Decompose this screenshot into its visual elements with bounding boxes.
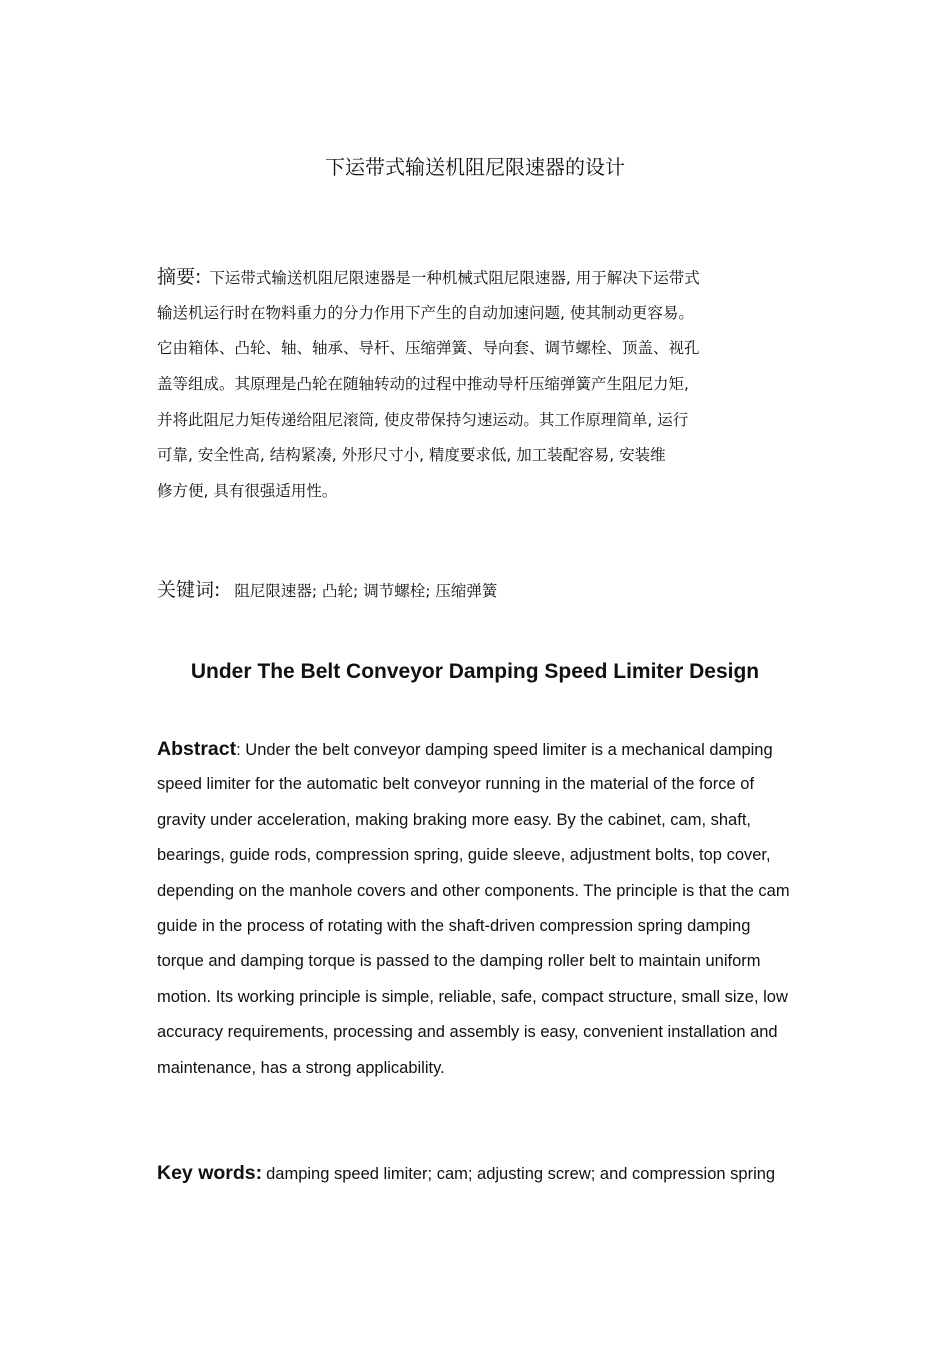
english-abstract-line: guide in the process of rotating with the shaft-driven compression spring damping	[157, 916, 751, 935]
chinese-keywords-text: 阻尼限速器; 凸轮; 调节螺栓; 压缩弹簧	[234, 582, 498, 600]
english-abstract-line: depending on the manhole covers and other components. The principle is that the cam	[157, 881, 790, 900]
english-abstract-line: gravity under acceleration, making braking more easy. By the cabinet, cam, shaft,	[157, 810, 751, 829]
english-title: Under The Belt Conveyor Damping Speed Limiter Design	[190, 660, 760, 683]
chinese-abstract-line: 盖等组成。其原理是凸轮在随轴转动的过程中推动导杆压缩弹簧产生阻尼力矩,	[157, 375, 689, 394]
english-abstract-line: accuracy requirements, processing and assembly is easy, convenient installation and	[157, 1023, 778, 1042]
chinese-abstract-line: 可靠, 安全性高, 结构紧凑, 外形尺寸小, 精度要求低, 加工装配容易, 安装维	[157, 446, 666, 465]
english-abstract-label: Abstract	[157, 738, 237, 760]
chinese-abstract-label: 摘要:	[157, 266, 202, 288]
english-keywords	[157, 1157, 877, 1191]
chinese-abstract-line: 输送机运行时在物料重力的分力作用下产生的自动加速问题, 使其制动更容易。	[157, 303, 694, 322]
chinese-abstract	[157, 260, 807, 510]
chinese-keywords-label: 关键词:	[157, 579, 221, 601]
english-abstract-line: motion. Its working principle is simple, reliable, safe, compact structure, small size, low	[157, 987, 788, 1006]
chinese-abstract-line	[157, 260, 807, 296]
english-abstract-colon: :	[236, 741, 241, 759]
english-keywords-label: Key words:	[157, 1162, 263, 1184]
english-abstract-line	[157, 732, 857, 767]
english-abstract-line: speed limiter for the automatic belt conveyor running in the material of the force of	[157, 775, 755, 794]
english-abstract-line: torque and damping torque is passed to the damping roller belt to maintain uniform	[157, 952, 761, 971]
chinese-keywords	[157, 573, 807, 608]
chinese-title: 下运带式输送机阻尼限速器的设计	[325, 155, 625, 179]
chinese-abstract-line: 并将此阻尼力矩传递给阻尼滚筒, 使皮带保持匀速运动。其工作原理简单, 运行	[157, 410, 689, 429]
english-abstract-line: maintenance, has a strong applicability.	[157, 1058, 445, 1077]
english-abstract-line: bearings, guide rods, compression spring, guide sleeve, adjustment bolts, top cover,	[157, 846, 771, 865]
chinese-abstract-line: 修方便, 具有很强适用性。	[157, 482, 338, 501]
english-keywords-text: damping speed limiter; cam; adjusting screw; and compression spring	[266, 1165, 776, 1183]
english-abstract-text: Under the belt conveyor damping speed limiter is a mechanical damping	[245, 741, 773, 759]
chinese-abstract-line: 它由箱体、凸轮、轴、轴承、导杆、压缩弹簧、导向套、调节螺栓、顶盖、视孔	[157, 339, 700, 358]
english-abstract	[157, 732, 857, 1086]
chinese-abstract-text: 下运带式输送机阻尼限速器是一种机械式阻尼限速器, 用于解决下运带式	[209, 269, 700, 287]
